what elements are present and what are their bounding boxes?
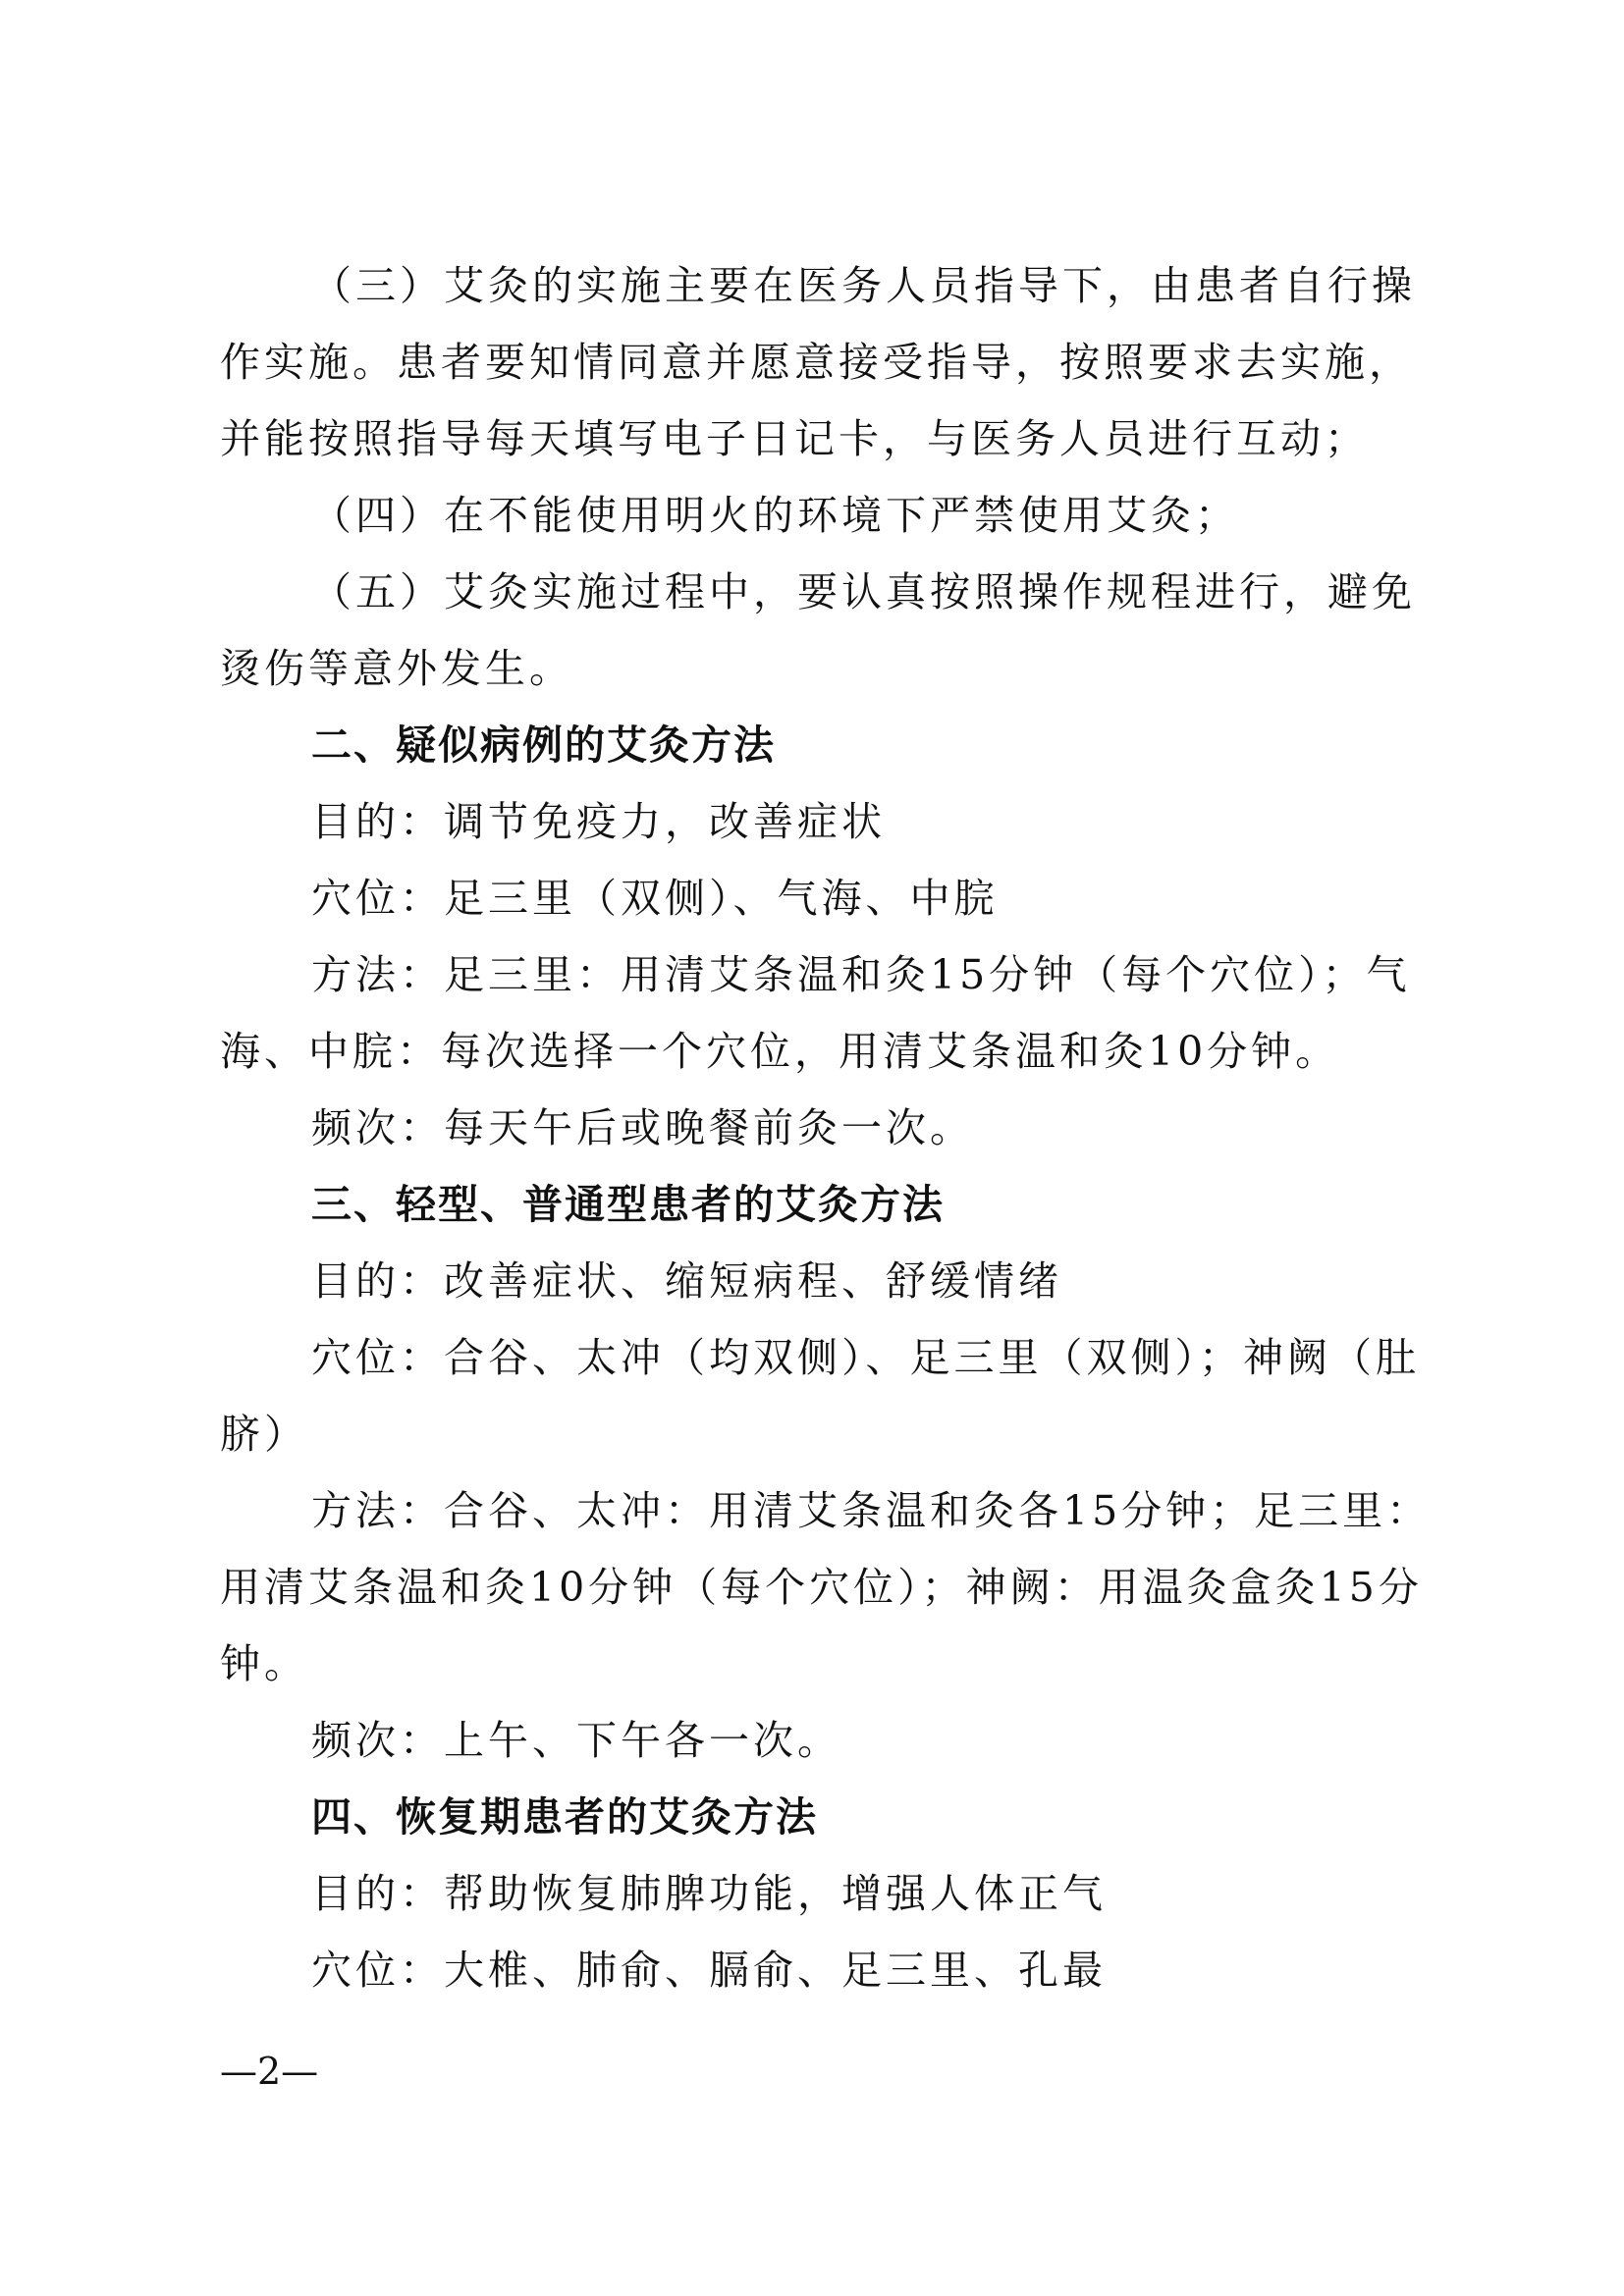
paragraph-line: 穴位：足三里（双侧）、气海、中脘 [311, 875, 999, 922]
paragraph-line: 方法：足三里：用清艾条温和灸15分钟（每个穴位）；气 [311, 951, 1411, 998]
paragraph-line: 作实施。患者要知情同意并愿意接受指导，按照要求去实施， [220, 339, 1413, 386]
paragraph-line: 脐） [220, 1411, 308, 1458]
paragraph-line: 频次：上午、下午各一次。 [311, 1717, 841, 1764]
paragraph-line: 穴位：大椎、肺俞、膈俞、足三里、孔最 [311, 1947, 1107, 1994]
paragraph-line: 目的：调节免疫力，改善症状 [311, 798, 886, 845]
paragraph-line: 目的：改善症状、缩短病程、舒缓情绪 [311, 1257, 1062, 1305]
page-number: —2— [220, 2050, 319, 2093]
paragraph-line: 穴位：合谷、太冲（均双侧）、足三里（双侧）；神阙（肚 [311, 1334, 1420, 1381]
document-body [220, 247, 1432, 2008]
paragraph-line: （四）在不能使用明火的环境下严禁使用艾灸； [311, 492, 1239, 539]
section-heading: 二、疑似病例的艾灸方法 [311, 721, 776, 769]
paragraph-line: 用清艾条温和灸10分钟（每个穴位）；神阙：用温灸盒灸15分 [220, 1564, 1423, 1611]
section-heading: 四、恢复期患者的艾灸方法 [311, 1793, 818, 1841]
paragraph-line: 烫伤等意外发生。 [220, 645, 573, 692]
paragraph-line: 目的：帮助恢复肺脾功能，增强人体正气 [311, 1870, 1107, 1917]
paragraph-line: （三）艾灸的实施主要在医务人员指导下，由患者自行操 [311, 262, 1416, 309]
section-heading: 三、轻型、普通型患者的艾灸方法 [311, 1181, 945, 1228]
paragraph-line: （五）艾灸实施过程中，要认真按照操作规程进行，避免 [311, 568, 1416, 615]
paragraph-line: 频次：每天午后或晚餐前灸一次。 [311, 1104, 974, 1151]
paragraph-line: 钟。 [220, 1640, 308, 1687]
paragraph-line: 方法：合谷、太冲：用清艾条温和灸各15分钟；足三里： [311, 1487, 1432, 1534]
paragraph-line: 海、中脘：每次选择一个穴位，用清艾条温和灸10分钟。 [220, 1028, 1340, 1075]
paragraph-line: 并能按照指导每天填写电子日记卡，与医务人员进行互动； [220, 415, 1369, 462]
